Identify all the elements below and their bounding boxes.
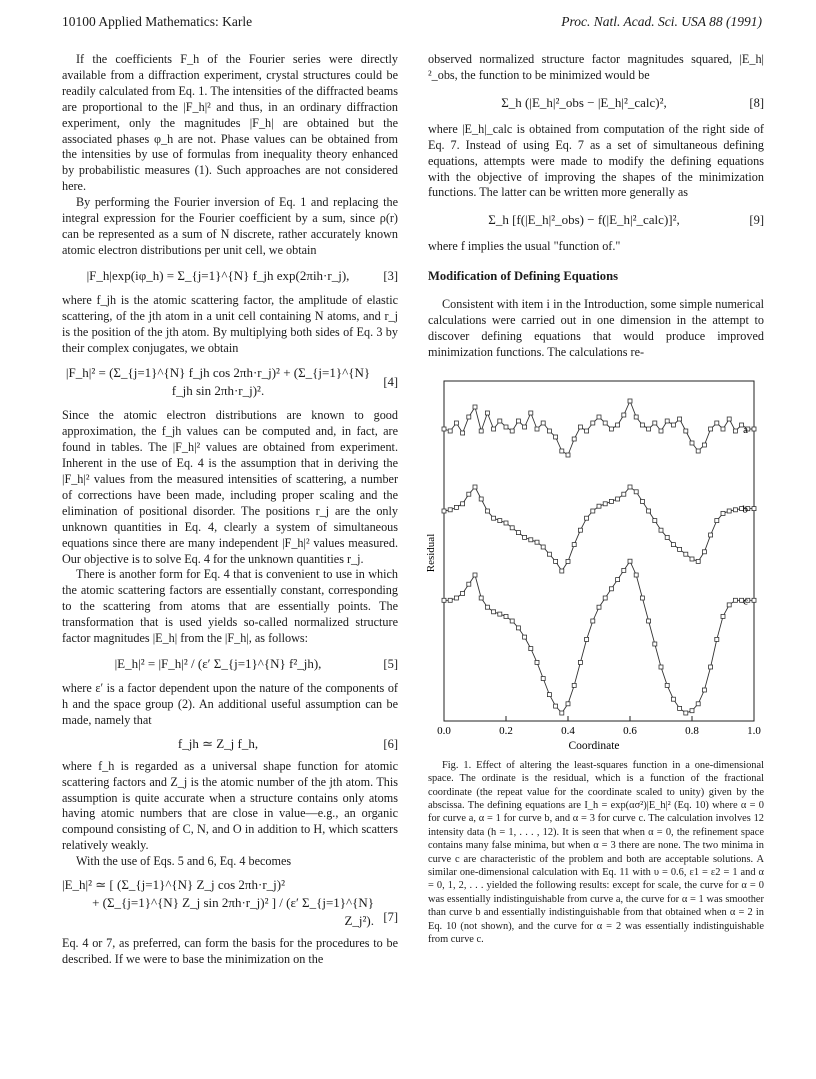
x-axis-label: Coordinate <box>568 739 620 752</box>
data-point-b <box>554 559 558 563</box>
series-label-a: a <box>743 423 748 436</box>
equation-number: [4] <box>383 375 398 390</box>
data-point-c <box>665 683 669 687</box>
data-point-a <box>653 421 657 425</box>
data-point-c <box>721 614 725 618</box>
x-tick-label: 0.2 <box>499 724 513 737</box>
data-point-c <box>702 688 706 692</box>
data-point-a <box>721 427 725 431</box>
data-point-a <box>715 421 719 425</box>
x-tick-label: 1.0 <box>747 724 761 737</box>
data-point-a <box>473 405 477 409</box>
paragraph: where ε′ is a factor dependent upon the nature of the components of h and the space group (2). An additional useful assumption can be made, namely that <box>62 681 398 727</box>
data-point-a <box>696 449 700 453</box>
data-point-b <box>479 497 483 501</box>
equation-3 <box>62 267 398 285</box>
data-point-a <box>578 425 582 429</box>
data-point-b <box>560 569 564 573</box>
x-tick-label: 0.4 <box>561 724 575 737</box>
data-point-b <box>510 526 514 530</box>
data-point-a <box>560 449 564 453</box>
page-header <box>62 14 762 32</box>
x-tick-label: 0.6 <box>623 724 637 737</box>
data-point-a <box>585 429 589 433</box>
figure-caption: Fig. 1. Effect of altering the least-squares function in a one-dimensional space. The ordinate is the residual, which is a function of the fractional coordinate (the repeat value for the coordinate scaled to unity) given by the abscissa. The defining equations are I_h = exp(ασ²)|E_h|² (Eq. 10) where α = 0 for curve a, α = 1 for curve b, and α = 3 for curve c. The calculation involves 12 intensity data (h = 1, . . . , 12). It is seen that when α = 0, the refinement space contains many false minima, but when α = 3 there are none. The two minima in curve c are characteristic of the problem and both are acceptable solutions. A similar one-dimensional calculation with Eq. 11 with υ = 0.6, ε1 = ε2 = 1 and α = 0, 1, 2, . . . yielded the following results: except for scale, the curve for α = 0 was essentially indistinguishable from curve a, the curve for α = 1 was smoother than curve b and essentially indistinguishable from that obtained when α = 2 in Eq. 10 (not shown), and the curve for α = 2 was essentially indistinguishable from curve c. <box>428 759 764 946</box>
data-point-c <box>566 702 570 706</box>
data-point-a <box>665 419 669 423</box>
data-point-c <box>516 626 520 630</box>
paragraph: where f_jh is the atomic scattering factor, the amplitude of elastic scattering, of the jth atom in a unit cell containing N atoms, and r_j is the position of the jth atom. By multiplying both sides of Eq. 3 by their complex conjugates, we obtain <box>62 292 398 355</box>
paragraph: observed normalized structure factor magnitudes squared, |E_h|²_obs, the function to be minimized would be <box>428 52 764 82</box>
equation-number: [8] <box>749 95 764 110</box>
data-point-a <box>640 423 644 427</box>
data-point-a <box>510 429 514 433</box>
data-point-b <box>647 509 651 513</box>
data-point-c <box>547 692 551 696</box>
data-point-c <box>591 619 595 623</box>
equation-4 <box>62 364 398 400</box>
data-point-c <box>578 660 582 664</box>
data-point-b <box>473 485 477 489</box>
data-point-b <box>461 502 465 506</box>
data-point-c <box>671 697 675 701</box>
data-point-a <box>442 427 446 431</box>
data-point-c <box>510 619 514 623</box>
data-point-b <box>727 509 731 513</box>
data-point-b <box>578 528 582 532</box>
paragraph: Since the atomic electron distributions are known to good approximation, the f_jh values can be computed and, in fact, are found in tables. The |F_h|² values are obtained from experiment. Inherent in the use of Eq. 4 is the assumption that in deriving the |F_h|² values from the measured intensities of scattering, a number of corrections have been made, including proper scaling and the elimination of positional disorder. The positions r_j are the only unknown quantities in Eq. 4, clearly a system of simultaneous equations since there are many independent |F_h|² values measured. Our objective is to solve Eq. 4 for the unknown quantities r_j. <box>62 408 398 566</box>
series-line-b <box>444 487 754 571</box>
equation-number: [9] <box>749 213 764 228</box>
data-point-a <box>566 453 570 457</box>
data-point-a <box>454 421 458 425</box>
data-point-c <box>609 587 613 591</box>
data-point-b <box>696 559 700 563</box>
equation-number: [6] <box>383 736 398 751</box>
data-point-b <box>603 502 607 506</box>
equation-body: |F_h|² = (Σ_{j=1}^{N} f_jh cos 2πh·r_j)² + (Σ_{j=1}^{N} f_jh sin 2πh·r_j)². <box>65 365 371 399</box>
series-line-a <box>444 401 754 455</box>
figure-1 <box>425 373 764 753</box>
right-column <box>425 52 764 946</box>
data-point-c <box>622 568 626 572</box>
data-point-b <box>498 518 502 522</box>
data-point-a <box>523 425 527 429</box>
data-point-b <box>653 518 657 522</box>
data-point-c <box>467 582 471 586</box>
equation-line-2: + (Σ_{j=1}^{N} Z_j sin 2πh·r_j)² ] / (ε′ Σ_{j=1}^{N} Z_j²). <box>92 895 374 929</box>
data-point-c <box>498 612 502 616</box>
running-head-left: 10100 Applied Mathematics: Karle <box>62 14 253 29</box>
data-point-b <box>585 516 589 520</box>
running-head-right: Proc. Natl. Acad. Sci. USA 88 (1991) <box>561 14 762 29</box>
data-point-c <box>485 605 489 609</box>
series-group <box>442 399 756 715</box>
data-point-a <box>647 427 651 431</box>
equation-body: |E_h|² = |F_h|² / (ε′ Σ_{j=1}^{N} f²_jh), <box>114 656 322 671</box>
data-point-a <box>709 427 713 431</box>
data-point-a <box>616 423 620 427</box>
equation-number: [3] <box>383 268 398 283</box>
x-tick-label: 0.8 <box>685 724 699 737</box>
data-point-c <box>448 598 452 602</box>
data-point-c <box>752 598 756 602</box>
data-point-b <box>454 505 458 509</box>
paragraph: Consistent with item i in the Introduction, some simple numerical calculations were carried out in one dimension in the attempt to discover defining equations that would produce improved minimization functions. The calculations re- <box>428 297 764 359</box>
data-point-c <box>442 598 446 602</box>
data-point-b <box>702 550 706 554</box>
data-point-a <box>671 423 675 427</box>
data-point-a <box>492 427 496 431</box>
equation-body: Σ_h (|E_h|²_obs − |E_h|²_calc)², <box>501 94 667 110</box>
data-point-b <box>448 508 452 512</box>
data-point-a <box>498 419 502 423</box>
equation-body: |F_h|exp(iφ_h) = Σ_{j=1}^{N} f_jh exp(2πih·r_j), <box>86 267 350 283</box>
data-point-a <box>702 443 706 447</box>
data-point-c <box>696 702 700 706</box>
data-point-a <box>628 399 632 403</box>
data-point-a <box>535 427 539 431</box>
equation-body: Σ_h [f(|E_h|²_obs) − f(|E_h|²_calc)]², <box>488 212 680 228</box>
data-point-a <box>659 429 663 433</box>
data-point-a <box>634 415 638 419</box>
data-point-b <box>516 530 520 534</box>
data-point-c <box>473 573 477 577</box>
data-point-a <box>547 429 551 433</box>
paragraph: where |E_h|_calc is obtained from computation of the right side of Eq. 7. Instead of using Eq. 7 as a set of simultaneous defining equations, attempts were made to modify the defining equations with the objective of improving the shapes of the minimization functions. The latter can be written more generally as <box>428 121 764 200</box>
data-point-b <box>535 540 539 544</box>
y-axis-label: Residual <box>425 533 437 573</box>
data-point-b <box>541 545 545 549</box>
paragraph: where f implies the usual "function of." <box>428 239 621 254</box>
paragraph: where f_h is regarded as a universal shape function for atomic scattering factors and Z_j is the atomic number of the jth atom. This assumption is quite accurate when a structure contains only atoms having atomic numbers that are close in value—e.g., an organic compound consisting of C, N, and O in addition to H, which scatters relatively weakly. <box>62 758 398 853</box>
data-point-c <box>535 660 539 664</box>
data-point-a <box>597 415 601 419</box>
data-point-a <box>603 421 607 425</box>
data-point-a <box>684 429 688 433</box>
data-point-c <box>634 573 638 577</box>
data-point-b <box>485 509 489 513</box>
paragraph: There is another form for Eq. 4 that is convenient to use in which the atomic scattering factors are essentially constant, corresponding to the scattering from atoms that are essentially points. The transformation that is used yields so-called normalized structure factor magnitudes |E_h| from the |F_h|, as follows: <box>62 567 398 646</box>
residual-chart <box>425 373 764 753</box>
data-point-b <box>523 535 527 539</box>
data-point-b <box>659 528 663 532</box>
data-point-a <box>622 413 626 417</box>
data-point-a <box>690 441 694 445</box>
data-point-b <box>690 557 694 561</box>
data-point-a <box>733 429 737 433</box>
equation-5 <box>62 655 398 673</box>
data-point-a <box>479 429 483 433</box>
data-point-a <box>554 435 558 439</box>
paragraph: Eq. 4 or 7, as preferred, can form the basis for the procedures to be described. If we were to base the minimization on the <box>62 936 398 966</box>
data-point-b <box>715 518 719 522</box>
data-point-a <box>529 411 533 415</box>
data-point-b <box>572 542 576 546</box>
data-point-b <box>684 552 688 556</box>
data-point-b <box>671 542 675 546</box>
paragraph: By performing the Fourier inversion of Eq. 1 and replacing the integral expression for the Fourier coefficient by a sum, since ρ(r) can be represented as a sum of N discrete, rather accurately known atomic electron distributions per unit cell, we obtain <box>62 195 398 257</box>
data-point-c <box>659 665 663 669</box>
paragraph: If the coefficients F_h of the Fourier series were directly available from a diffraction experiment, crystal structures could be readily calculated from Eq. 1. The intensities of the diffracted beams are proportional to the |F_h|² and thus, in an ordinary diffraction experiment, only the magnitudes |F_h| are obtained but the associated phases φ_h are not. Phase values can be obtained from the intensities by use of formulas from inequality theory enhanced by probabilistic measures (1). Such approaches are not considered here. <box>62 52 398 194</box>
data-point-a <box>591 421 595 425</box>
data-point-b <box>733 508 737 512</box>
data-point-b <box>721 511 725 515</box>
equation-number: [5] <box>383 657 398 671</box>
data-point-c <box>603 596 607 600</box>
equation-line-1: |E_h|² ≃ [ (Σ_{j=1}^{N} Z_j cos 2πh·r_j)² <box>62 877 285 893</box>
section-title: Modification of Defining Equations <box>428 269 618 284</box>
data-point-c <box>585 637 589 641</box>
equation-9 <box>428 211 764 229</box>
data-point-a <box>727 417 731 421</box>
data-point-b <box>504 521 508 525</box>
data-point-c <box>709 665 713 669</box>
data-point-a <box>448 429 452 433</box>
equation-body: f_jh ≃ Z_j f_h, <box>177 735 259 751</box>
paragraph: With the use of Eqs. 5 and 6, Eq. 4 becomes <box>76 854 292 869</box>
left-column <box>62 52 398 968</box>
data-point-c <box>479 596 483 600</box>
data-point-c <box>454 596 458 600</box>
data-point-c <box>628 559 632 563</box>
data-point-a <box>678 417 682 421</box>
data-point-c <box>504 614 508 618</box>
data-point-a <box>752 427 756 431</box>
data-point-a <box>461 431 465 435</box>
data-point-b <box>640 499 644 503</box>
data-point-b <box>547 552 551 556</box>
data-point-c <box>678 706 682 710</box>
equation-6 <box>62 735 398 753</box>
data-point-b <box>591 509 595 513</box>
equation-7 <box>62 876 398 930</box>
data-point-c <box>597 605 601 609</box>
x-axis-ticks <box>437 716 761 737</box>
data-point-b <box>752 506 756 510</box>
x-tick-label: 0.0 <box>437 724 451 737</box>
data-point-b <box>609 499 613 503</box>
data-point-a <box>541 421 545 425</box>
data-point-b <box>628 485 632 489</box>
data-point-b <box>492 516 496 520</box>
data-point-b <box>467 492 471 496</box>
data-point-c <box>492 610 496 614</box>
data-point-b <box>665 535 669 539</box>
data-point-c <box>647 619 651 623</box>
data-point-b <box>566 559 570 563</box>
data-point-a <box>572 437 576 441</box>
data-point-a <box>504 425 508 429</box>
series-line-c <box>444 561 754 713</box>
equation-8 <box>428 94 764 112</box>
data-point-b <box>616 497 620 501</box>
data-point-c <box>572 683 576 687</box>
data-point-c <box>529 646 533 650</box>
data-point-c <box>715 637 719 641</box>
data-point-c <box>560 711 564 715</box>
data-point-b <box>622 492 626 496</box>
data-point-a <box>609 427 613 431</box>
data-point-c <box>653 642 657 646</box>
data-point-c <box>733 598 737 602</box>
data-point-c <box>727 603 731 607</box>
equation-number: [7] <box>383 909 398 924</box>
data-point-b <box>709 533 713 537</box>
data-point-a <box>467 415 471 419</box>
data-point-b <box>597 504 601 508</box>
data-point-b <box>634 490 638 494</box>
data-point-a <box>516 419 520 423</box>
data-point-c <box>690 708 694 712</box>
data-point-c <box>554 704 558 708</box>
data-point-c <box>640 596 644 600</box>
plot-frame <box>444 381 754 721</box>
data-point-c <box>684 711 688 715</box>
data-point-c <box>541 676 545 680</box>
data-point-a <box>485 411 489 415</box>
series-label-c: c <box>743 595 748 608</box>
data-point-b <box>529 538 533 542</box>
data-point-c <box>523 635 527 639</box>
series-label-b: b <box>742 503 748 516</box>
data-point-c <box>616 577 620 581</box>
data-point-c <box>461 591 465 595</box>
data-point-b <box>678 547 682 551</box>
data-point-b <box>442 509 446 513</box>
